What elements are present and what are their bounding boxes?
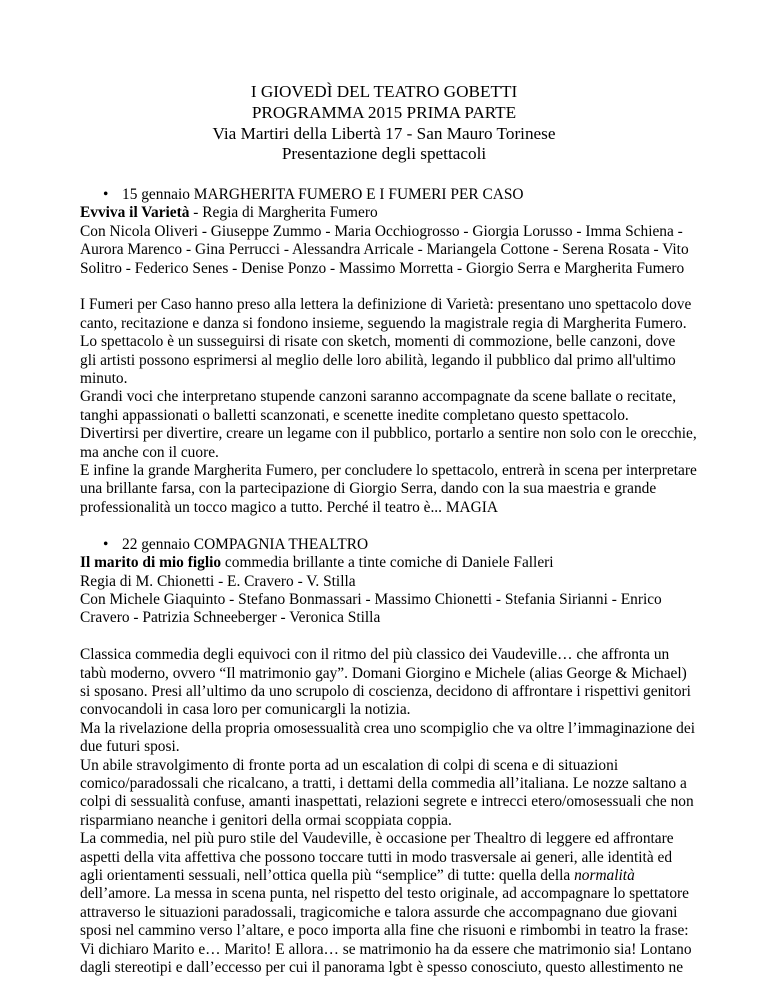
description-text: agli orientamenti sessuali, nell’ottica quella più “semplice” di tutte: quella della [80, 866, 575, 884]
description-line: Classica commedia degli equivoci con il ritmo del più classico dei Vaudeville… che affronta un [80, 646, 670, 664]
description-line: Vi dichiaro Marito e… Marito! E allora… se matrimonio ha da essere che matrimonio sia! Lontano [80, 940, 692, 958]
description-line: due futuri sposi. [80, 738, 180, 756]
show-line [80, 204, 698, 222]
description-line: minuto. [80, 370, 128, 388]
header-program: PROGRAMMA 2015 PRIMA PARTE [251, 102, 517, 122]
description-line: si sposano. Presi all’ultimo da uno scrupolo di coscienza, decidono di affrontare i rispettivi genitori [80, 682, 691, 700]
description-line: Un abile stravolgimento di fronte porta ad un escalation di colpi di scena e di situazioni [80, 756, 619, 774]
description-line: I Fumeri per Caso hanno preso alla lettera la definizione di Varietà: presentano uno spettacolo dove [80, 296, 692, 314]
event-date-title: 22 gennaio COMPAGNIA THEALTRO [122, 535, 369, 553]
credits-line: Con Nicola Oliveri - Giuseppe Zummo - Maria Occhiogrosso - Giorgia Lorusso - Imma Schiena - [80, 222, 683, 240]
event-section [80, 186, 698, 517]
event-heading [80, 186, 698, 204]
show-title: Evviva il Varietà [80, 204, 190, 222]
description-line: Lo spettacolo è un susseguirsi di risate con sketch, momenti di commozione, belle canzoni, dove [80, 333, 676, 351]
description-line: E infine la grande Margherita Fumero, per concludere lo spettacolo, entrerà in scena per interpretare [80, 462, 697, 480]
description-line: colpi di sessualità confuse, amanti inaspettati, relazioni segrete e intrecci etero/omosessuali che non [80, 793, 694, 811]
header-address: Via Martiri della Libertà 17 - San Mauro Torinese [212, 123, 556, 143]
description-line: Divertirsi per divertire, creare un legame con il pubblico, portarlo a sentire non solo con le orecchie, [80, 425, 697, 443]
description-line: gli artisti possono esprimersi al meglio delle loro abilità, legando il pubblico dal primo all'ultimo [80, 351, 676, 369]
event-heading [80, 536, 698, 554]
bullet-icon: • [103, 535, 109, 553]
description-line: comico/paradossali che ricalcano, a tratti, i dettami della commedia all’italiana. Le nozze saltano a [80, 774, 687, 792]
description-line: ma anche con il cuore. [80, 443, 219, 461]
description-line: professionalità un tocco magico a tutto. Perché il teatro è... MAGIA [80, 498, 498, 516]
italic-word: normalità [574, 866, 635, 884]
description-line: una brillante farsa, con la partecipazione di Giorgio Serra, dando con la sua maestria e grande [80, 480, 657, 498]
description-line: attraverso le situazioni paradossali, tragicomiche e talora assurde che accompagnano due giovani [80, 903, 678, 921]
description-line: tabù moderno, ovvero “Il matrimonio gay”. Domani Giorgino e Michele (alias George & Michael) [80, 664, 687, 682]
description-line: dagli stereotipi e dall’eccesso per cui il panorama lgbt è spesso conosciuto, questo allestimento ne [80, 959, 684, 977]
description-line: Ma la rivelazione della propria omosessualità crea uno scompiglio che va oltre l’immaginazione dei [80, 719, 695, 737]
description-line: aspetti della vita affettiva che possono toccare tutti in modo trasversale ai generi, alle identità ed [80, 848, 673, 866]
document-header [0, 82, 768, 165]
event-date-title: 15 gennaio MARGHERITA FUMERO E I FUMERI PER CASO [122, 186, 524, 203]
show-subtitle: commedia brillante a tinte comiche di Daniele Falleri [221, 554, 554, 572]
credits-line: Regia di M. Chionetti - E. Cravero - V. Stilla [80, 572, 356, 590]
description-line: canto, recitazione e danza si fondono insieme, seguendo la magistrale regia di Margherita Fumero. [80, 314, 687, 332]
header-title: I GIOVEDÌ DEL TEATRO GOBETTI [250, 82, 518, 101]
credits-line: Con Michele Giaquinto - Stefano Bonmassari - Massimo Chionetti - Stefania Sirianni - Enrico [80, 590, 662, 608]
credits-line: Aurora Marenco - Gina Perrucci - Alessandra Arricale - Mariangela Cottone - Serena Rosata - Vito [80, 241, 689, 259]
event-section [80, 536, 698, 978]
header-subtitle: Presentazione degli spettacoli [281, 144, 487, 164]
description-line: dell’amore. La messa in scena punta, nel rispetto del testo originale, ad accompagnare lo spettatore [80, 885, 689, 903]
credits-line: Solitro - Federico Senes - Denise Ponzo - Massimo Morretta - Giorgio Serra e Margherita Fumero [80, 259, 685, 277]
description-line: Grandi voci che interpretano stupende canzoni saranno accompagnate da scene ballate o recitate, [80, 388, 677, 406]
description-line: sposi nel cammino verso l’altare, e poco importa alla fine che risuoni e rimbombi in teatro la frase: [80, 922, 689, 940]
description-line: La commedia, nel più puro stile del Vaudeville, è occasione per Thealtro di leggere ed affrontare [80, 830, 674, 848]
show-line [80, 554, 698, 572]
bullet-icon: • [103, 186, 109, 203]
show-subtitle: - Regia di Margherita Fumero [189, 204, 378, 222]
show-title: Il marito di mio figlio [80, 554, 222, 572]
description-line [80, 867, 698, 885]
description-line: tanghi appassionati o balletti scanzonati, e scenette inedite completano questo spettacolo. [80, 406, 629, 424]
description-line: convocandoli in casa loro per comunicargli la notizia. [80, 701, 411, 719]
credits-line: Cravero - Patrizia Schneeberger - Veronica Stilla [80, 609, 381, 627]
document-body [80, 186, 698, 977]
description-line: risparmiano neanche i genitori della ormai scoppiata coppia. [80, 811, 452, 829]
